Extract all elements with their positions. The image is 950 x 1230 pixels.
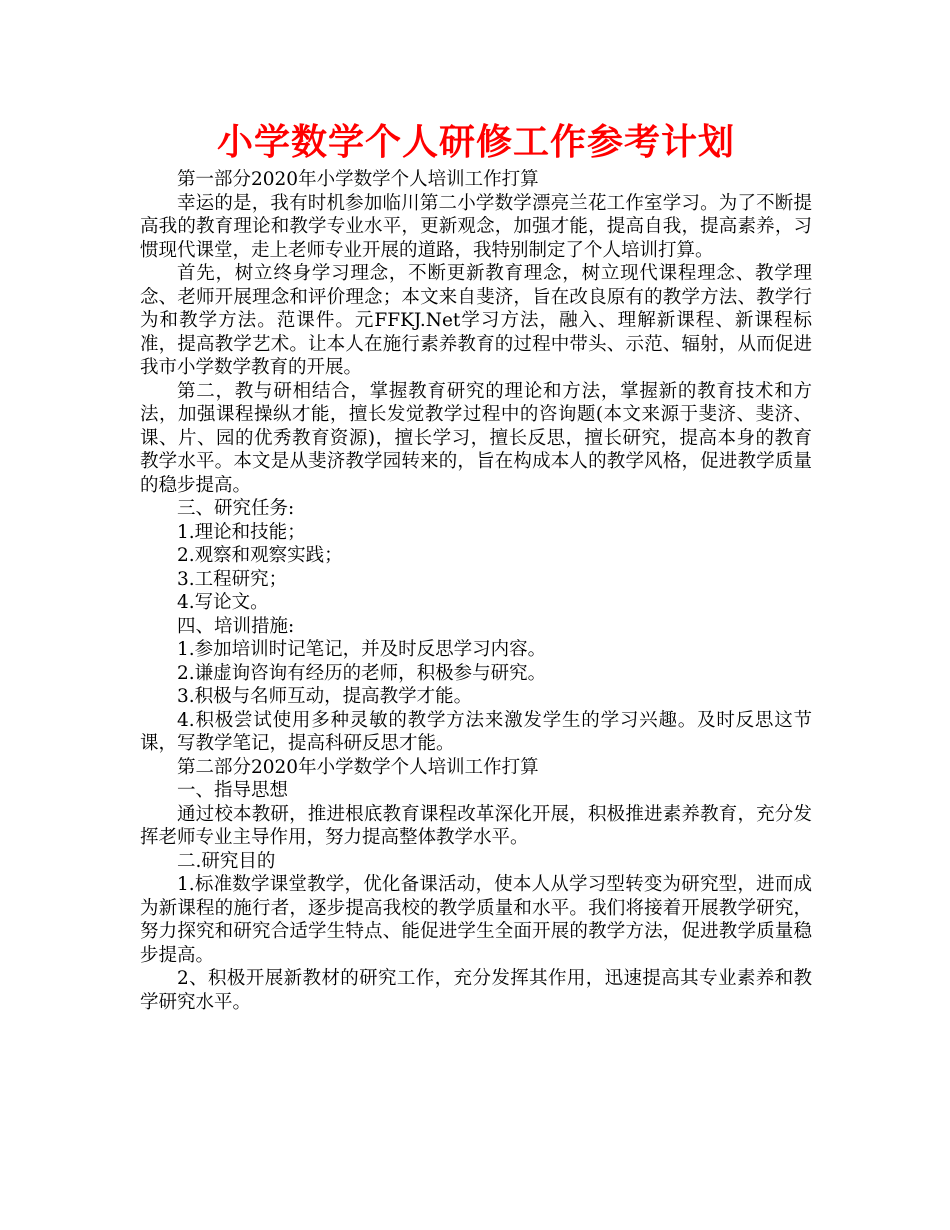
paragraph: 2.观察和观察实践； <box>177 545 343 566</box>
paragraph: 三、研究任务: <box>177 498 295 519</box>
paragraph: 4.积极尝试使用多种灵敏的教学方法来激发学生的学习兴趣。及时反思这节课，写教学笔记，提高科研反思才能。 <box>140 709 812 754</box>
paragraph: 3.工程研究； <box>177 568 288 590</box>
paragraph: 4.写论文。 <box>177 592 269 613</box>
document-title: 小学数学个人研修工作参考计划 <box>216 122 735 163</box>
paragraph: 第一部分2020年小学数学个人培训工作打算 <box>177 169 539 190</box>
paragraph: 第二部分2020年小学数学个人培训工作打算 <box>177 756 539 778</box>
paragraph: 2.谦虚询咨询有经历的老师，积极参与研究。 <box>177 662 547 684</box>
paragraph: 首先，树立终身学习理念，不断更新教育理念，树立现代课程理念、教学理念、老师开展理念和评价理念；本文来自斐济，旨在改良原有的教学方法、教学行为和教学方法。范课件。元FFKJ.Net学习方法，融入、理解新课程、新课程标准，提高教学艺术。让本人在施行素养教育的过程中带头、示范、辐射，从而促进我市小学数学教育的开展。 <box>140 263 812 378</box>
paragraph: 3.积极与名师互动，提高教学才能。 <box>177 686 473 707</box>
paragraph: 四、培训措施: <box>177 615 295 637</box>
paragraph: 幸运的是，我有时机参加临川第二小学数学漂亮兰花工作室学习。为了不断提高我的教育理论和教学专业水平，更新观念，加强才能，提高自我，提高素养，习惯现代课堂，走上老师专业开展的道路，我特别制定了个人培训打算。 <box>140 192 812 261</box>
paragraph: 第二，教与研相结合，掌握教育研究的理论和方法，掌握新的教育技术和方法，加强课程操纵才能，擅长发觉教学过程中的咨询题(本文来源于斐济、斐济、课、片、园的优秀教育资源)，擅长学习，擅长反思，擅长研究，提高本身的教育教学水平。本文是从斐济教学园转来的，旨在构成本人的教学风格，促进教学质量的稳步提高。 <box>140 380 812 496</box>
paragraph: 2、积极开展新教材的研究工作，充分发挥其作用，迅速提高其专业素养和教学研究水平。 <box>140 968 812 1013</box>
paragraph: 一、指导思想 <box>177 780 289 801</box>
paragraph: 1.标准数学课堂教学，优化备课活动，使本人从学习型转变为研究型，进而成为新课程的施行者，逐步提高我校的教学质量和水平。我们将接着开展教学研究，努力探究和研究合适学生特点、能促进学生全面开展的教学方法，促进教学质量稳步提高。 <box>140 874 812 966</box>
paragraph: 二.研究目的 <box>177 850 276 872</box>
document-body <box>140 168 812 1014</box>
paragraph: 1.参加培训时记笔记，并及时反思学习内容。 <box>177 639 547 660</box>
document-page <box>140 118 812 1014</box>
paragraph: 通过校本教研，推进根底教育课程改革深化开展，积极推进素养教育，充分发挥老师专业主导作用，努力提高整体教学水平。 <box>140 803 812 848</box>
paragraph: 1.理论和技能； <box>177 521 306 543</box>
